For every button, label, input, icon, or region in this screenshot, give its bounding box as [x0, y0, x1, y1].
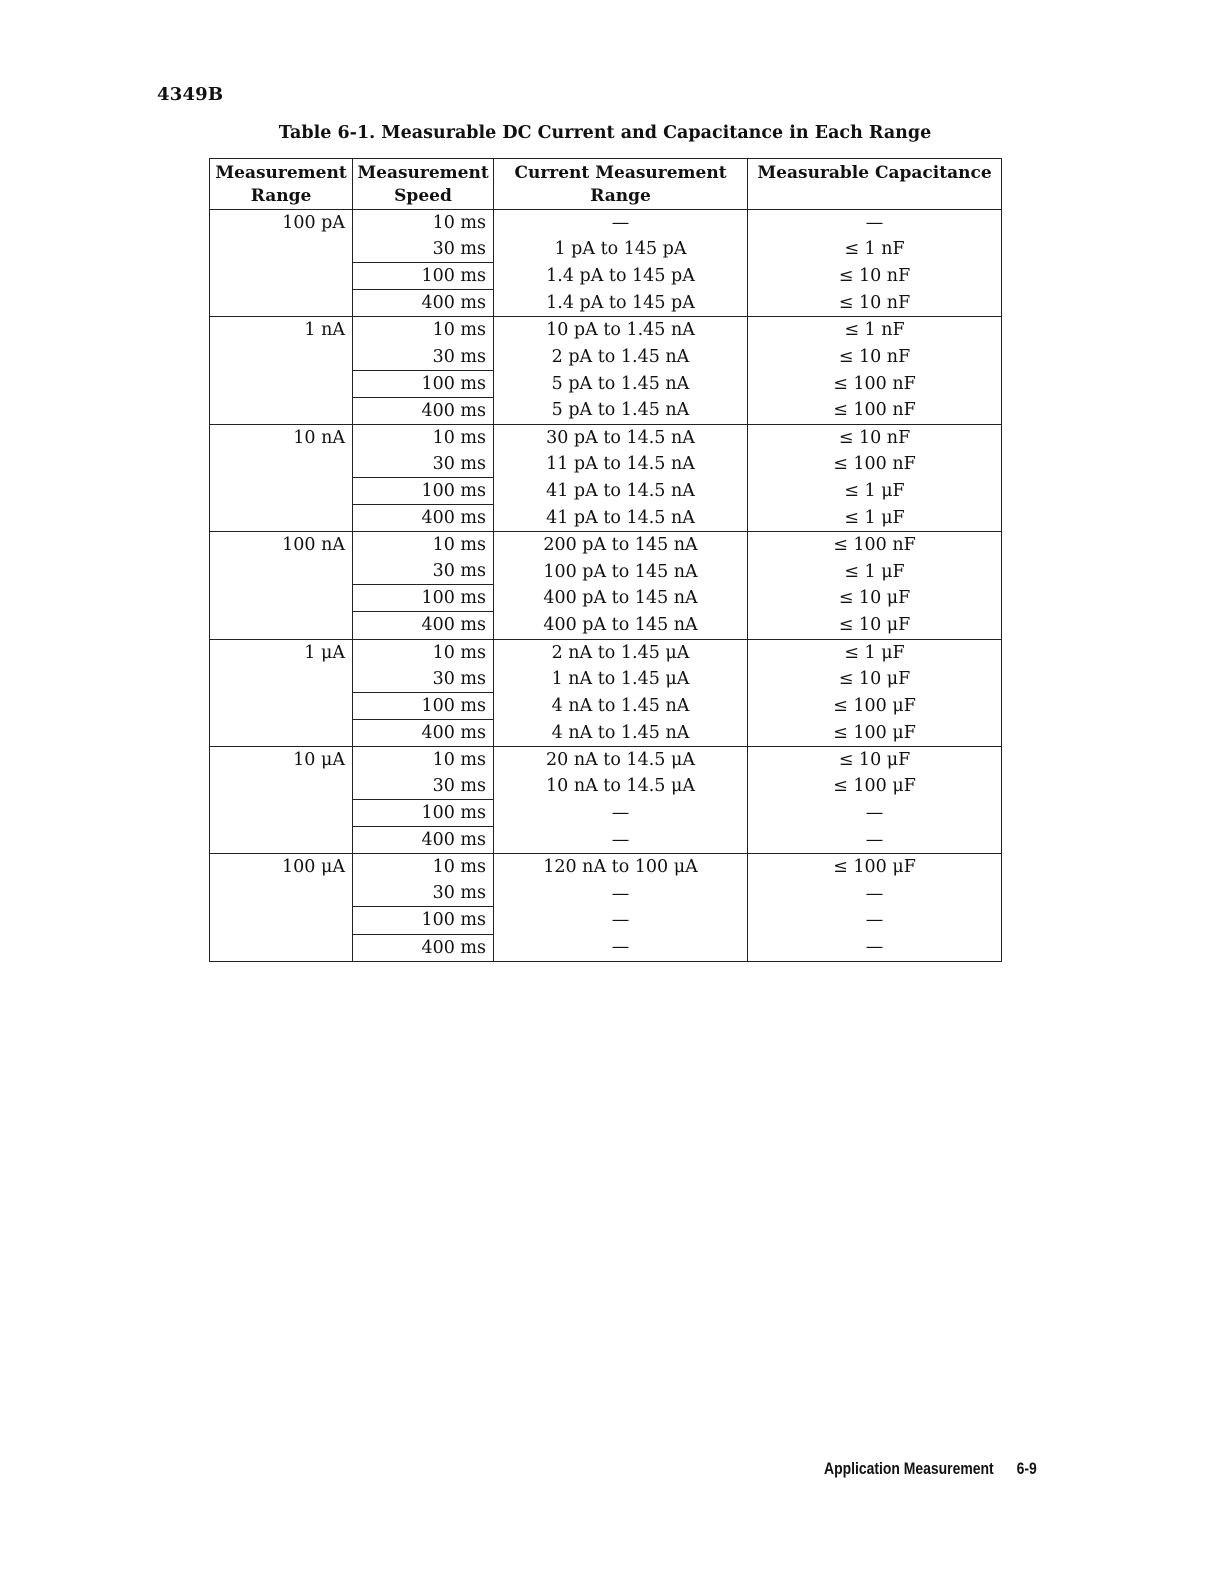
- capacitance-cell: —: [748, 880, 1002, 907]
- current-range-cell: 120 nA to 100 μA: [494, 854, 748, 881]
- capacitance-cell: ≤ 100 nF: [748, 532, 1002, 559]
- measurement-speed-cell: 400 ms: [353, 612, 494, 639]
- current-range-cell: 41 pA to 14.5 nA: [494, 505, 748, 532]
- page-footer: [824, 1459, 1037, 1479]
- measurable-range-table: [209, 158, 1002, 962]
- measurement-speed-cell: 10 ms: [353, 424, 494, 451]
- measurement-speed-cell: 100 ms: [353, 477, 494, 504]
- table-row: [210, 854, 1002, 881]
- table-row: [210, 532, 1002, 559]
- header-measurement-speed: [353, 159, 494, 210]
- measurement-speed-cell: 400 ms: [353, 505, 494, 532]
- measurement-range-cell: 10 μA: [210, 746, 353, 853]
- measurement-speed-cell: 30 ms: [353, 773, 494, 800]
- current-range-cell: —: [494, 880, 748, 907]
- current-range-cell: 10 nA to 14.5 μA: [494, 773, 748, 800]
- current-range-cell: 2 pA to 1.45 nA: [494, 343, 748, 370]
- capacitance-cell: ≤ 100 nF: [748, 397, 1002, 424]
- table-row: [210, 424, 1002, 451]
- measurement-range-cell: 100 pA: [210, 210, 353, 317]
- measurement-speed-cell: 30 ms: [353, 666, 494, 693]
- capacitance-cell: ≤ 1 nF: [748, 236, 1002, 263]
- header-current-measurement-range: [494, 159, 748, 210]
- header-line: Range: [590, 186, 651, 206]
- table-row: [210, 317, 1002, 344]
- header-line: Measurement: [215, 163, 347, 183]
- capacitance-cell: ≤ 100 μF: [748, 773, 1002, 800]
- footer-section-title: Application Measurement: [824, 1459, 994, 1478]
- capacitance-cell: ≤ 100 μF: [748, 854, 1002, 881]
- header-line: Measurable Capacitance: [757, 163, 992, 183]
- measurement-speed-cell: 10 ms: [353, 532, 494, 559]
- table-header: [210, 159, 1002, 210]
- header-line: Speed: [394, 186, 452, 206]
- current-range-cell: 41 pA to 14.5 nA: [494, 477, 748, 504]
- table-row: [210, 210, 1002, 237]
- document-model-id: 4349B: [157, 84, 224, 105]
- measurement-speed-cell: 10 ms: [353, 746, 494, 773]
- measurement-speed-cell: 400 ms: [353, 934, 494, 961]
- current-range-cell: —: [494, 934, 748, 961]
- measurement-range-cell: 100 μA: [210, 854, 353, 961]
- current-range-cell: 10 pA to 1.45 nA: [494, 317, 748, 344]
- header-measurable-capacitance: [748, 159, 1002, 210]
- measurement-speed-cell: 30 ms: [353, 236, 494, 263]
- capacitance-cell: —: [748, 934, 1002, 961]
- capacitance-cell: ≤ 10 μF: [748, 585, 1002, 612]
- capacitance-cell: ≤ 1 μF: [748, 639, 1002, 666]
- measurement-speed-cell: 100 ms: [353, 370, 494, 397]
- measurement-speed-cell: 400 ms: [353, 290, 494, 317]
- current-range-cell: 1 nA to 1.45 μA: [494, 666, 748, 693]
- current-range-cell: 5 pA to 1.45 nA: [494, 397, 748, 424]
- measurement-speed-cell: 400 ms: [353, 397, 494, 424]
- measurement-speed-cell: 100 ms: [353, 692, 494, 719]
- current-range-cell: —: [494, 907, 748, 934]
- capacitance-cell: ≤ 100 μF: [748, 719, 1002, 746]
- capacitance-cell: —: [748, 800, 1002, 827]
- table-row: [210, 746, 1002, 773]
- current-range-cell: 400 pA to 145 nA: [494, 612, 748, 639]
- header-measurement-range: [210, 159, 353, 210]
- capacitance-cell: ≤ 1 μF: [748, 505, 1002, 532]
- capacitance-cell: ≤ 10 nF: [748, 263, 1002, 290]
- table-body: [210, 210, 1002, 962]
- capacitance-cell: ≤ 10 nF: [748, 343, 1002, 370]
- capacitance-cell: —: [748, 827, 1002, 854]
- capacitance-cell: ≤ 10 μF: [748, 746, 1002, 773]
- current-range-cell: 200 pA to 145 nA: [494, 532, 748, 559]
- measurement-speed-cell: 400 ms: [353, 827, 494, 854]
- capacitance-cell: ≤ 10 nF: [748, 424, 1002, 451]
- current-range-cell: 1.4 pA to 145 pA: [494, 263, 748, 290]
- current-range-cell: 5 pA to 1.45 nA: [494, 370, 748, 397]
- measurement-speed-cell: 100 ms: [353, 585, 494, 612]
- table-caption: Table 6-1. Measurable DC Current and Capacitance in Each Range: [278, 123, 932, 143]
- header-line: Range: [250, 186, 312, 206]
- capacitance-cell: ≤ 1 nF: [748, 317, 1002, 344]
- measurement-speed-cell: 30 ms: [353, 343, 494, 370]
- current-range-cell: 2 nA to 1.45 μA: [494, 639, 748, 666]
- header-line: Current Measurement: [514, 163, 727, 183]
- current-range-cell: 11 pA to 14.5 nA: [494, 451, 748, 478]
- header-line: Measurement: [357, 163, 489, 183]
- current-range-cell: 20 nA to 14.5 μA: [494, 746, 748, 773]
- header-row: [210, 159, 1002, 210]
- measurement-speed-cell: 10 ms: [353, 210, 494, 237]
- measurement-range-cell: 1 μA: [210, 639, 353, 746]
- current-range-cell: 1 pA to 145 pA: [494, 236, 748, 263]
- measurement-range-cell: 1 nA: [210, 317, 353, 424]
- measurement-speed-cell: 10 ms: [353, 639, 494, 666]
- measurement-speed-cell: 30 ms: [353, 451, 494, 478]
- capacitance-cell: ≤ 100 nF: [748, 370, 1002, 397]
- capacitance-cell: —: [748, 210, 1002, 237]
- measurement-speed-cell: 100 ms: [353, 263, 494, 290]
- measurement-speed-cell: 100 ms: [353, 800, 494, 827]
- capacitance-cell: ≤ 100 nF: [748, 451, 1002, 478]
- current-range-cell: 1.4 pA to 145 pA: [494, 290, 748, 317]
- current-range-cell: —: [494, 827, 748, 854]
- capacitance-cell: ≤ 100 μF: [748, 692, 1002, 719]
- current-range-cell: —: [494, 800, 748, 827]
- current-range-cell: 30 pA to 14.5 nA: [494, 424, 748, 451]
- capacitance-cell: ≤ 1 μF: [748, 558, 1002, 585]
- current-range-cell: 4 nA to 1.45 nA: [494, 719, 748, 746]
- measurement-speed-cell: 10 ms: [353, 317, 494, 344]
- current-range-cell: 4 nA to 1.45 nA: [494, 692, 748, 719]
- capacitance-cell: —: [748, 907, 1002, 934]
- current-range-cell: —: [494, 210, 748, 237]
- measurement-speed-cell: 10 ms: [353, 854, 494, 881]
- capacitance-cell: ≤ 1 μF: [748, 477, 1002, 504]
- measurement-speed-cell: 30 ms: [353, 558, 494, 585]
- measurement-speed-cell: 30 ms: [353, 880, 494, 907]
- current-range-cell: 400 pA to 145 nA: [494, 585, 748, 612]
- measurement-speed-cell: 400 ms: [353, 719, 494, 746]
- measurement-range-cell: 100 nA: [210, 532, 353, 639]
- table-row: [210, 639, 1002, 666]
- capacitance-cell: ≤ 10 nF: [748, 290, 1002, 317]
- measurement-range-cell: 10 nA: [210, 424, 353, 531]
- capacitance-cell: ≤ 10 μF: [748, 666, 1002, 693]
- current-range-cell: 100 pA to 145 nA: [494, 558, 748, 585]
- capacitance-cell: ≤ 10 μF: [748, 612, 1002, 639]
- measurement-speed-cell: 100 ms: [353, 907, 494, 934]
- footer-page-number: 6-9: [1016, 1459, 1037, 1478]
